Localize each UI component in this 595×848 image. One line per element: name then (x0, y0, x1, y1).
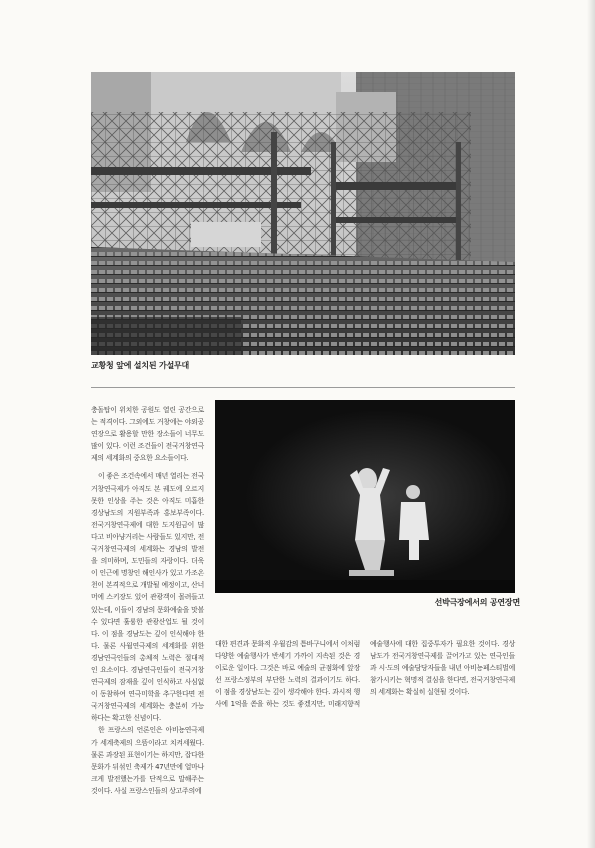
section-divider (91, 387, 515, 388)
ship-theater-performance-photo (215, 400, 515, 593)
left-paragraph-3: 한 프랑스의 언론인은 아비뇽연극제가 세계축제의 으뜸이라고 치켜세웠다. 물론 과장된 표현이기는 하지만, 잡다한 문화가 뒤섞인 축제가 47년만에 얼마나 크게 발전했는가를 단적으로 말해주는 것이다. 사실 프랑스인들의 상고주의에 (91, 726, 204, 795)
continuation-paragraph: 대한 편견과 문화적 우월감의 틈바구니에서 이처럼 다양한 예술행사가 반세기 가까이 지속된 것은 경이로운 일이다. 그것은 바로 예술의 균점화에 앞장 선 프랑스정부의 부단한 노력의 결과이기도 하다. 이 점을 경상남도는 깊이 생각해야 한다. 과시적 행사에 1억을 쏟을 하는 것도 좋겠지만, 미래지향적 예술행사에 대한 집중투자가 필요한 것이다. 경상남도가 전국거창연극제를 끌어가고 있는 연극인들과 시·도의 예술담당자들을 내년 아비뇽페스티벌에 참가시키는 혁명적 결심을 한다면, 전국거창연극제의 세계화는 확실히 실현될 것이다. (215, 640, 515, 709)
article-bottom-columns (215, 638, 515, 711)
left-paragraph-1: 충돌탑이 위치한 공원도 열린 공간으로는 적격이다. 그외에도 거창에는 야외공연장으로 활용할 만한 장소들이 너무도 많이 있다. 이런 조건들이 전국거창연극제의 세계화의 중요한 요소들이다. (91, 406, 204, 463)
article-left-column (91, 404, 204, 797)
bottom-photo-caption: 선박극장에서의 공연장면 (434, 598, 520, 607)
top-photo-caption: 교황청 앞에 설치된 가설무대 (91, 361, 190, 370)
page-edge-shadow (587, 0, 595, 848)
outdoor-stage-photo (91, 72, 515, 355)
left-paragraph-2: 이 좋은 조건속에서 매년 열리는 전국거창연극제가 아직도 본 궤도에 오르지 못한 인상을 주는 것은 아직도 미흡한 경상남도의 지원부족과 홍보부족이다. 전국거창연극제에 대한 도지원금이 많다고 비아냥거리는 사람들도 있지만, 전국거창연극제의 세계화는 경남의 발전을 의미하며, 도민들의 자랑이다. 더욱이 인근에 명창인 해인사가 있고 가조온천이 본격적으로 개발될 예정이고, 산너머에 스키장도 있어 관광객이 몰려들고 있는데, 이들이 경남의 문화예술을 맛볼수 있다면 훌륭한 관광산업도 될 것이다. 이 점을 경남도는 깊이 인식해야 한다. 물론 사월연극제의 세계화를 위한 경남연극인들의 총체적 노력은 절대적인 요소이다. 경남연극인들이 전국거창연극제의 잠재을 깊이 인식하고 사심없이 동참하여 연극미학을 추구한다면 전국거창연극제의 세계화는 충분히 가능하다는 확고한 신념이다. (91, 472, 204, 723)
